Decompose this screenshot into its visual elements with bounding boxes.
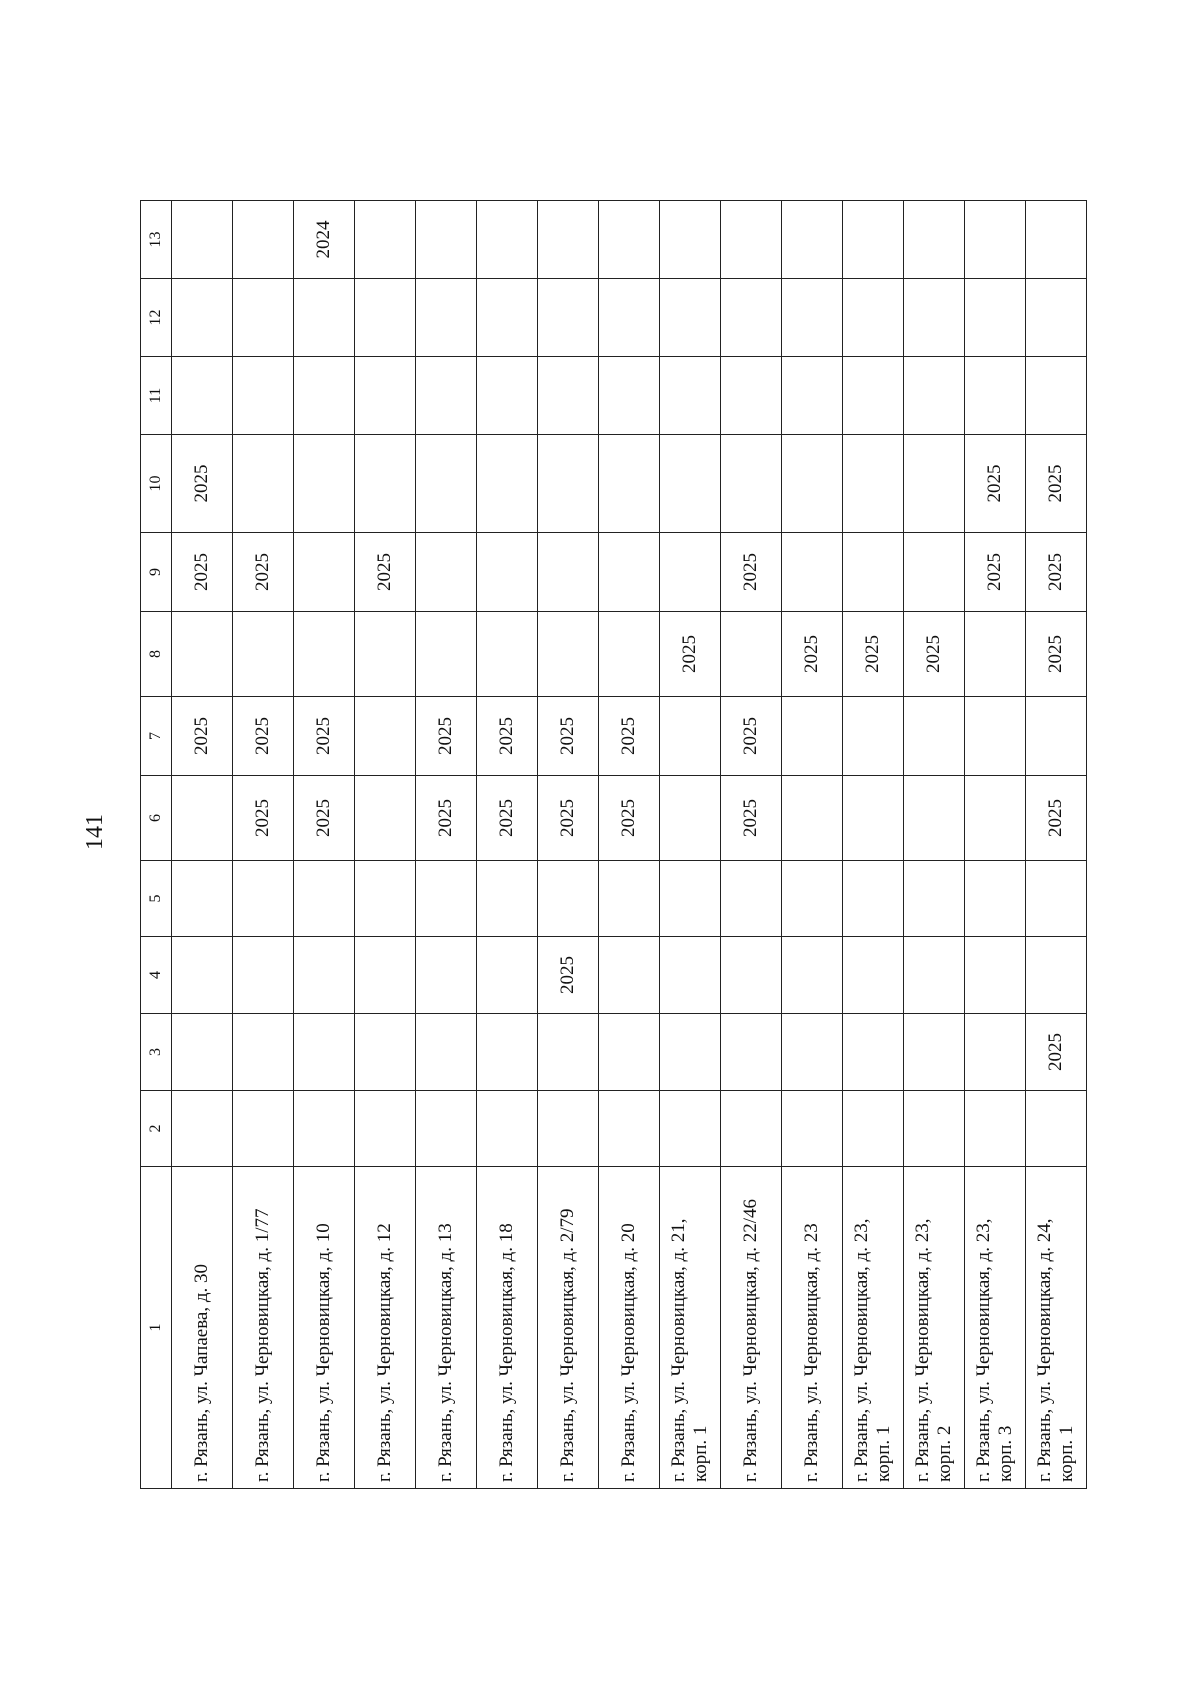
table-row [660,201,721,1489]
year-cell [172,201,233,279]
year-cell [721,201,782,279]
year-cell: 2025 [355,533,416,612]
year-cell [416,612,477,697]
address-cell: г. Рязань, ул. Черновицкая, д. 22/46 [721,1167,782,1489]
year-cell [294,435,355,533]
year-cell [721,357,782,435]
year-cell: 2025 [233,533,294,612]
year-cell [477,435,538,533]
year-cell [843,279,904,357]
year-cell: 2025 [599,697,660,776]
year-cell [965,861,1026,937]
year-cell [355,1091,416,1167]
year-cell [843,1091,904,1167]
year-cell: 2025 [477,697,538,776]
table-row [599,201,660,1489]
year-cell: 2025 [294,697,355,776]
year-cell [1026,697,1087,776]
year-cell [416,435,477,533]
year-cell [416,1091,477,1167]
year-cell [233,435,294,533]
year-cell [782,776,843,861]
table-row [782,201,843,1489]
year-cell [172,1091,233,1167]
year-cell: 2025 [721,776,782,861]
year-cell [233,1014,294,1091]
address-cell: г. Рязань, ул. Чапаева, д. 30 [172,1167,233,1489]
address-cell: г. Рязань, ул. Черновицкая, д. 10 [294,1167,355,1489]
year-cell [172,861,233,937]
address-cell: г. Рязань, ул. Черновицкая, д. 23, корп. 1 [843,1167,904,1489]
year-cell [782,697,843,776]
column-header: 3 [141,1014,172,1091]
column-header: 2 [141,1091,172,1167]
year-cell [660,861,721,937]
year-cell [477,533,538,612]
table-row [965,201,1026,1489]
column-header: 12 [141,279,172,357]
year-cell [965,776,1026,861]
year-cell [355,612,416,697]
year-cell [965,201,1026,279]
column-header: 13 [141,201,172,279]
year-cell [477,357,538,435]
year-cell [294,861,355,937]
year-cell: 2025 [172,533,233,612]
year-cell [294,937,355,1014]
column-header: 5 [141,861,172,937]
year-cell [782,201,843,279]
year-cell [355,937,416,1014]
year-cell [904,435,965,533]
year-cell [782,861,843,937]
year-cell [233,1091,294,1167]
year-cell [965,612,1026,697]
table-header-row [141,201,172,1489]
year-cell [233,612,294,697]
year-cell [1026,861,1087,937]
schedule-table [140,200,1087,1489]
year-cell [172,776,233,861]
year-cell [538,279,599,357]
table-body [172,201,1087,1489]
year-cell [477,1014,538,1091]
year-cell [904,697,965,776]
year-cell: 2024 [294,201,355,279]
table-row [1026,201,1087,1489]
column-header: 8 [141,612,172,697]
year-cell [355,435,416,533]
year-cell [660,435,721,533]
year-cell: 2025 [172,697,233,776]
year-cell [355,201,416,279]
column-header: 6 [141,776,172,861]
year-cell [233,201,294,279]
year-cell [660,201,721,279]
column-header: 7 [141,697,172,776]
year-cell: 2025 [477,776,538,861]
year-cell [416,861,477,937]
year-cell [416,201,477,279]
table-row [904,201,965,1489]
address-cell: г. Рязань, ул. Черновицкая, д. 23, корп. 2 [904,1167,965,1489]
year-cell [1026,1091,1087,1167]
year-cell [355,357,416,435]
year-cell [721,861,782,937]
year-cell: 2025 [660,612,721,697]
year-cell [294,1014,355,1091]
year-cell [1026,357,1087,435]
address-cell: г. Рязань, ул. Черновицкая, д. 18 [477,1167,538,1489]
year-cell [904,357,965,435]
address-cell: г. Рязань, ул. Черновицкая, д. 23, корп. 3 [965,1167,1026,1489]
year-cell: 2025 [904,612,965,697]
address-cell: г. Рязань, ул. Черновицкая, д. 21, корп. 1 [660,1167,721,1489]
table-row [355,201,416,1489]
year-cell [233,861,294,937]
column-header: 9 [141,533,172,612]
column-header: 10 [141,435,172,533]
year-cell [599,201,660,279]
year-cell [538,612,599,697]
address-cell: г. Рязань, ул. Черновицкая, д. 23 [782,1167,843,1489]
year-cell [965,279,1026,357]
year-cell [1026,279,1087,357]
year-cell [660,697,721,776]
year-cell [721,1091,782,1167]
address-cell: г. Рязань, ул. Черновицкая, д. 13 [416,1167,477,1489]
year-cell [965,357,1026,435]
year-cell: 2025 [233,697,294,776]
year-cell [904,1014,965,1091]
year-cell [721,937,782,1014]
year-cell: 2025 [538,937,599,1014]
table-row [843,201,904,1489]
year-cell: 2025 [843,612,904,697]
year-cell [1026,201,1087,279]
year-cell [355,1014,416,1091]
year-cell: 2025 [416,697,477,776]
year-cell [416,937,477,1014]
year-cell: 2025 [599,776,660,861]
year-cell [294,612,355,697]
year-cell [355,697,416,776]
year-cell [599,279,660,357]
address-cell: г. Рязань, ул. Черновицкая, д. 1/77 [233,1167,294,1489]
year-cell [599,533,660,612]
year-cell: 2025 [538,697,599,776]
column-header: 4 [141,937,172,1014]
year-cell [599,612,660,697]
year-cell [721,612,782,697]
year-cell [294,1091,355,1167]
address-cell: г. Рязань, ул. Черновицкая, д. 12 [355,1167,416,1489]
year-cell: 2025 [416,776,477,861]
table-row [538,201,599,1489]
year-cell [355,861,416,937]
year-cell [477,612,538,697]
year-cell [233,357,294,435]
year-cell [904,861,965,937]
year-cell [416,1014,477,1091]
year-cell [782,1091,843,1167]
year-cell [599,1014,660,1091]
year-cell: 2025 [1026,533,1087,612]
table-row [416,201,477,1489]
year-cell [660,279,721,357]
year-cell [538,201,599,279]
year-cell [416,279,477,357]
year-cell [904,776,965,861]
year-cell: 2025 [172,435,233,533]
year-cell [843,937,904,1014]
year-cell: 2025 [294,776,355,861]
year-cell: 2025 [538,776,599,861]
year-cell [843,435,904,533]
address-cell: г. Рязань, ул. Черновицкая, д. 2/79 [538,1167,599,1489]
year-cell [782,357,843,435]
address-cell: г. Рязань, ул. Черновицкая, д. 20 [599,1167,660,1489]
year-cell [233,279,294,357]
table-row [477,201,538,1489]
year-cell [843,697,904,776]
year-cell [721,1014,782,1091]
year-cell [660,776,721,861]
table-row [172,201,233,1489]
year-cell [904,937,965,1014]
year-cell [355,279,416,357]
year-cell: 2025 [1026,435,1087,533]
year-cell [965,1091,1026,1167]
year-cell [172,357,233,435]
year-cell [416,357,477,435]
year-cell: 2025 [1026,1014,1087,1091]
year-cell [538,861,599,937]
year-cell [294,279,355,357]
column-header: 11 [141,357,172,435]
year-cell [599,937,660,1014]
year-cell [721,279,782,357]
year-cell [294,533,355,612]
year-cell [477,279,538,357]
year-cell: 2025 [721,533,782,612]
year-cell [782,1014,843,1091]
year-cell: 2025 [721,697,782,776]
year-cell [355,776,416,861]
year-cell [599,357,660,435]
year-cell [843,357,904,435]
year-cell [599,435,660,533]
year-cell [172,1014,233,1091]
year-cell [416,533,477,612]
year-cell [538,533,599,612]
year-cell [782,435,843,533]
year-cell [1026,937,1087,1014]
year-cell: 2025 [1026,612,1087,697]
year-cell [477,1091,538,1167]
year-cell [172,612,233,697]
year-cell [843,1014,904,1091]
address-cell: г. Рязань, ул. Черновицкая, д. 24, корп. 1 [1026,1167,1087,1489]
table-row [294,201,355,1489]
year-cell [965,937,1026,1014]
year-cell: 2025 [965,533,1026,612]
year-cell [660,1014,721,1091]
year-cell [843,201,904,279]
year-cell [965,697,1026,776]
year-cell [843,776,904,861]
year-cell [843,533,904,612]
year-cell [782,533,843,612]
year-cell [599,861,660,937]
year-cell [660,1091,721,1167]
year-cell [172,279,233,357]
year-cell [477,937,538,1014]
page-number: 141 [82,814,108,850]
year-cell: 2025 [1026,776,1087,861]
year-cell [538,1091,599,1167]
year-cell [477,861,538,937]
year-cell [904,1091,965,1167]
year-cell [904,533,965,612]
year-cell [294,357,355,435]
year-cell [660,937,721,1014]
year-cell [782,937,843,1014]
year-cell [172,937,233,1014]
year-cell [477,201,538,279]
year-cell [233,937,294,1014]
year-cell [843,861,904,937]
year-cell [965,1014,1026,1091]
year-cell [538,1014,599,1091]
year-cell [904,279,965,357]
year-cell [538,357,599,435]
year-cell [660,357,721,435]
column-header: 1 [141,1167,172,1489]
year-cell [904,201,965,279]
year-cell: 2025 [782,612,843,697]
year-cell: 2025 [965,435,1026,533]
year-cell [721,435,782,533]
year-cell [599,1091,660,1167]
table-row [721,201,782,1489]
year-cell [538,435,599,533]
table-row [233,201,294,1489]
year-cell [660,533,721,612]
year-cell: 2025 [233,776,294,861]
year-cell [782,279,843,357]
